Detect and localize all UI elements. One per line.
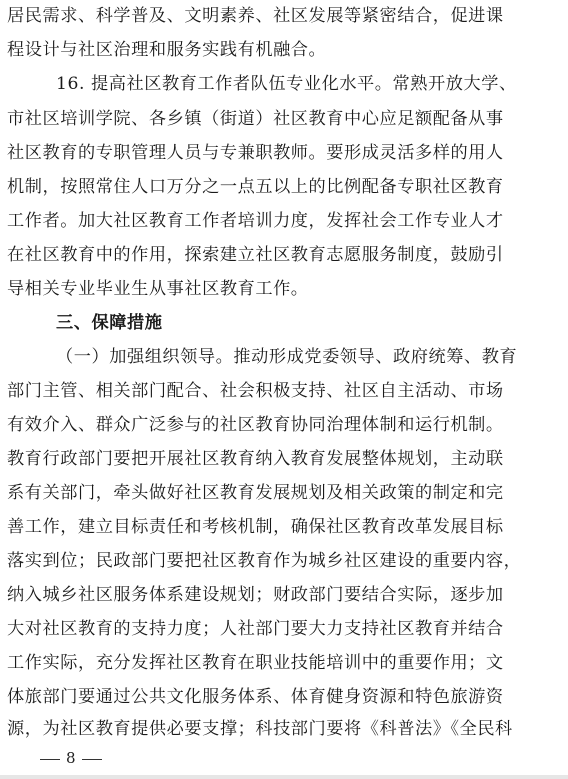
- text-line: 社区教育的专职管理人员与专兼职教师。要形成灵活多样的用人: [7, 143, 504, 163]
- text-line: 大对社区教育的支持力度；人社部门要大力支持社区教育并结合: [7, 619, 504, 639]
- text-line: 工作实际，充分发挥社区教育在职业技能培训中的重要作用；文: [7, 653, 504, 673]
- dash-right: [82, 759, 102, 760]
- bottom-edge: [0, 775, 568, 779]
- text-line: 善工作，建立目标责任和考核机制，确保社区教育改革发展目标: [7, 517, 504, 537]
- text-line: 导相关专业毕业生从事社区教育工作。: [7, 279, 309, 299]
- text-line: 市社区培训学院、各乡镇（街道）社区教育中心应足额配备从事: [7, 109, 504, 129]
- item-16-line: 16. 提高社区教育工作者队伍专业化水平。常熟开放大学、: [56, 74, 517, 94]
- text-line: 体旅部门要通过公共文化服务体系、体育健身资源和特色旅游资: [7, 687, 504, 707]
- section-heading: 三、保障措施: [56, 313, 163, 333]
- subsection-line: （一）加强组织领导。推动形成党委领导、政府统筹、教育: [56, 347, 518, 367]
- text-line: 有效介入、群众广泛参与的社区教育协同治理体制和运行机制。: [7, 415, 504, 435]
- text-line: 在社区教育中的作用，探索建立社区教育志愿服务制度，鼓励引: [7, 245, 504, 265]
- text-line: 落实到位；民政部门要把社区教育作为城乡社区建设的重要内容，: [7, 551, 522, 571]
- page-number: 8: [66, 749, 76, 767]
- text-line: 教育行政部门要把开展社区教育纳入教育发展整体规划，主动联: [7, 449, 504, 469]
- text-line: 程设计与社区治理和服务实践有机融合。: [7, 40, 327, 60]
- text-line: 纳入城乡社区服务体系建设规划；财政部门要结合实际，逐步加: [7, 585, 504, 605]
- dash-left: [40, 759, 60, 760]
- text-line: 系有关部门，牵头做好社区教育发展规划及相关政策的制定和完: [7, 483, 504, 503]
- text-line: 部门主管、相关部门配合、社会积极支持、社区自主活动、市场: [7, 381, 504, 401]
- page-footer: [34, 748, 108, 768]
- text-line: 机制，按照常住人口万分之一点五以上的比例配备专职社区教育: [7, 177, 504, 197]
- text-line: 工作者。加大社区教育工作者培训力度，发挥社会工作专业人才: [7, 211, 504, 231]
- text-line: 源，为社区教育提供必要支撑；科技部门要将《科普法》《全民科: [7, 719, 513, 739]
- text-line: 居民需求、科学普及、文明素养、社区发展等紧密结合，促进课: [7, 6, 504, 26]
